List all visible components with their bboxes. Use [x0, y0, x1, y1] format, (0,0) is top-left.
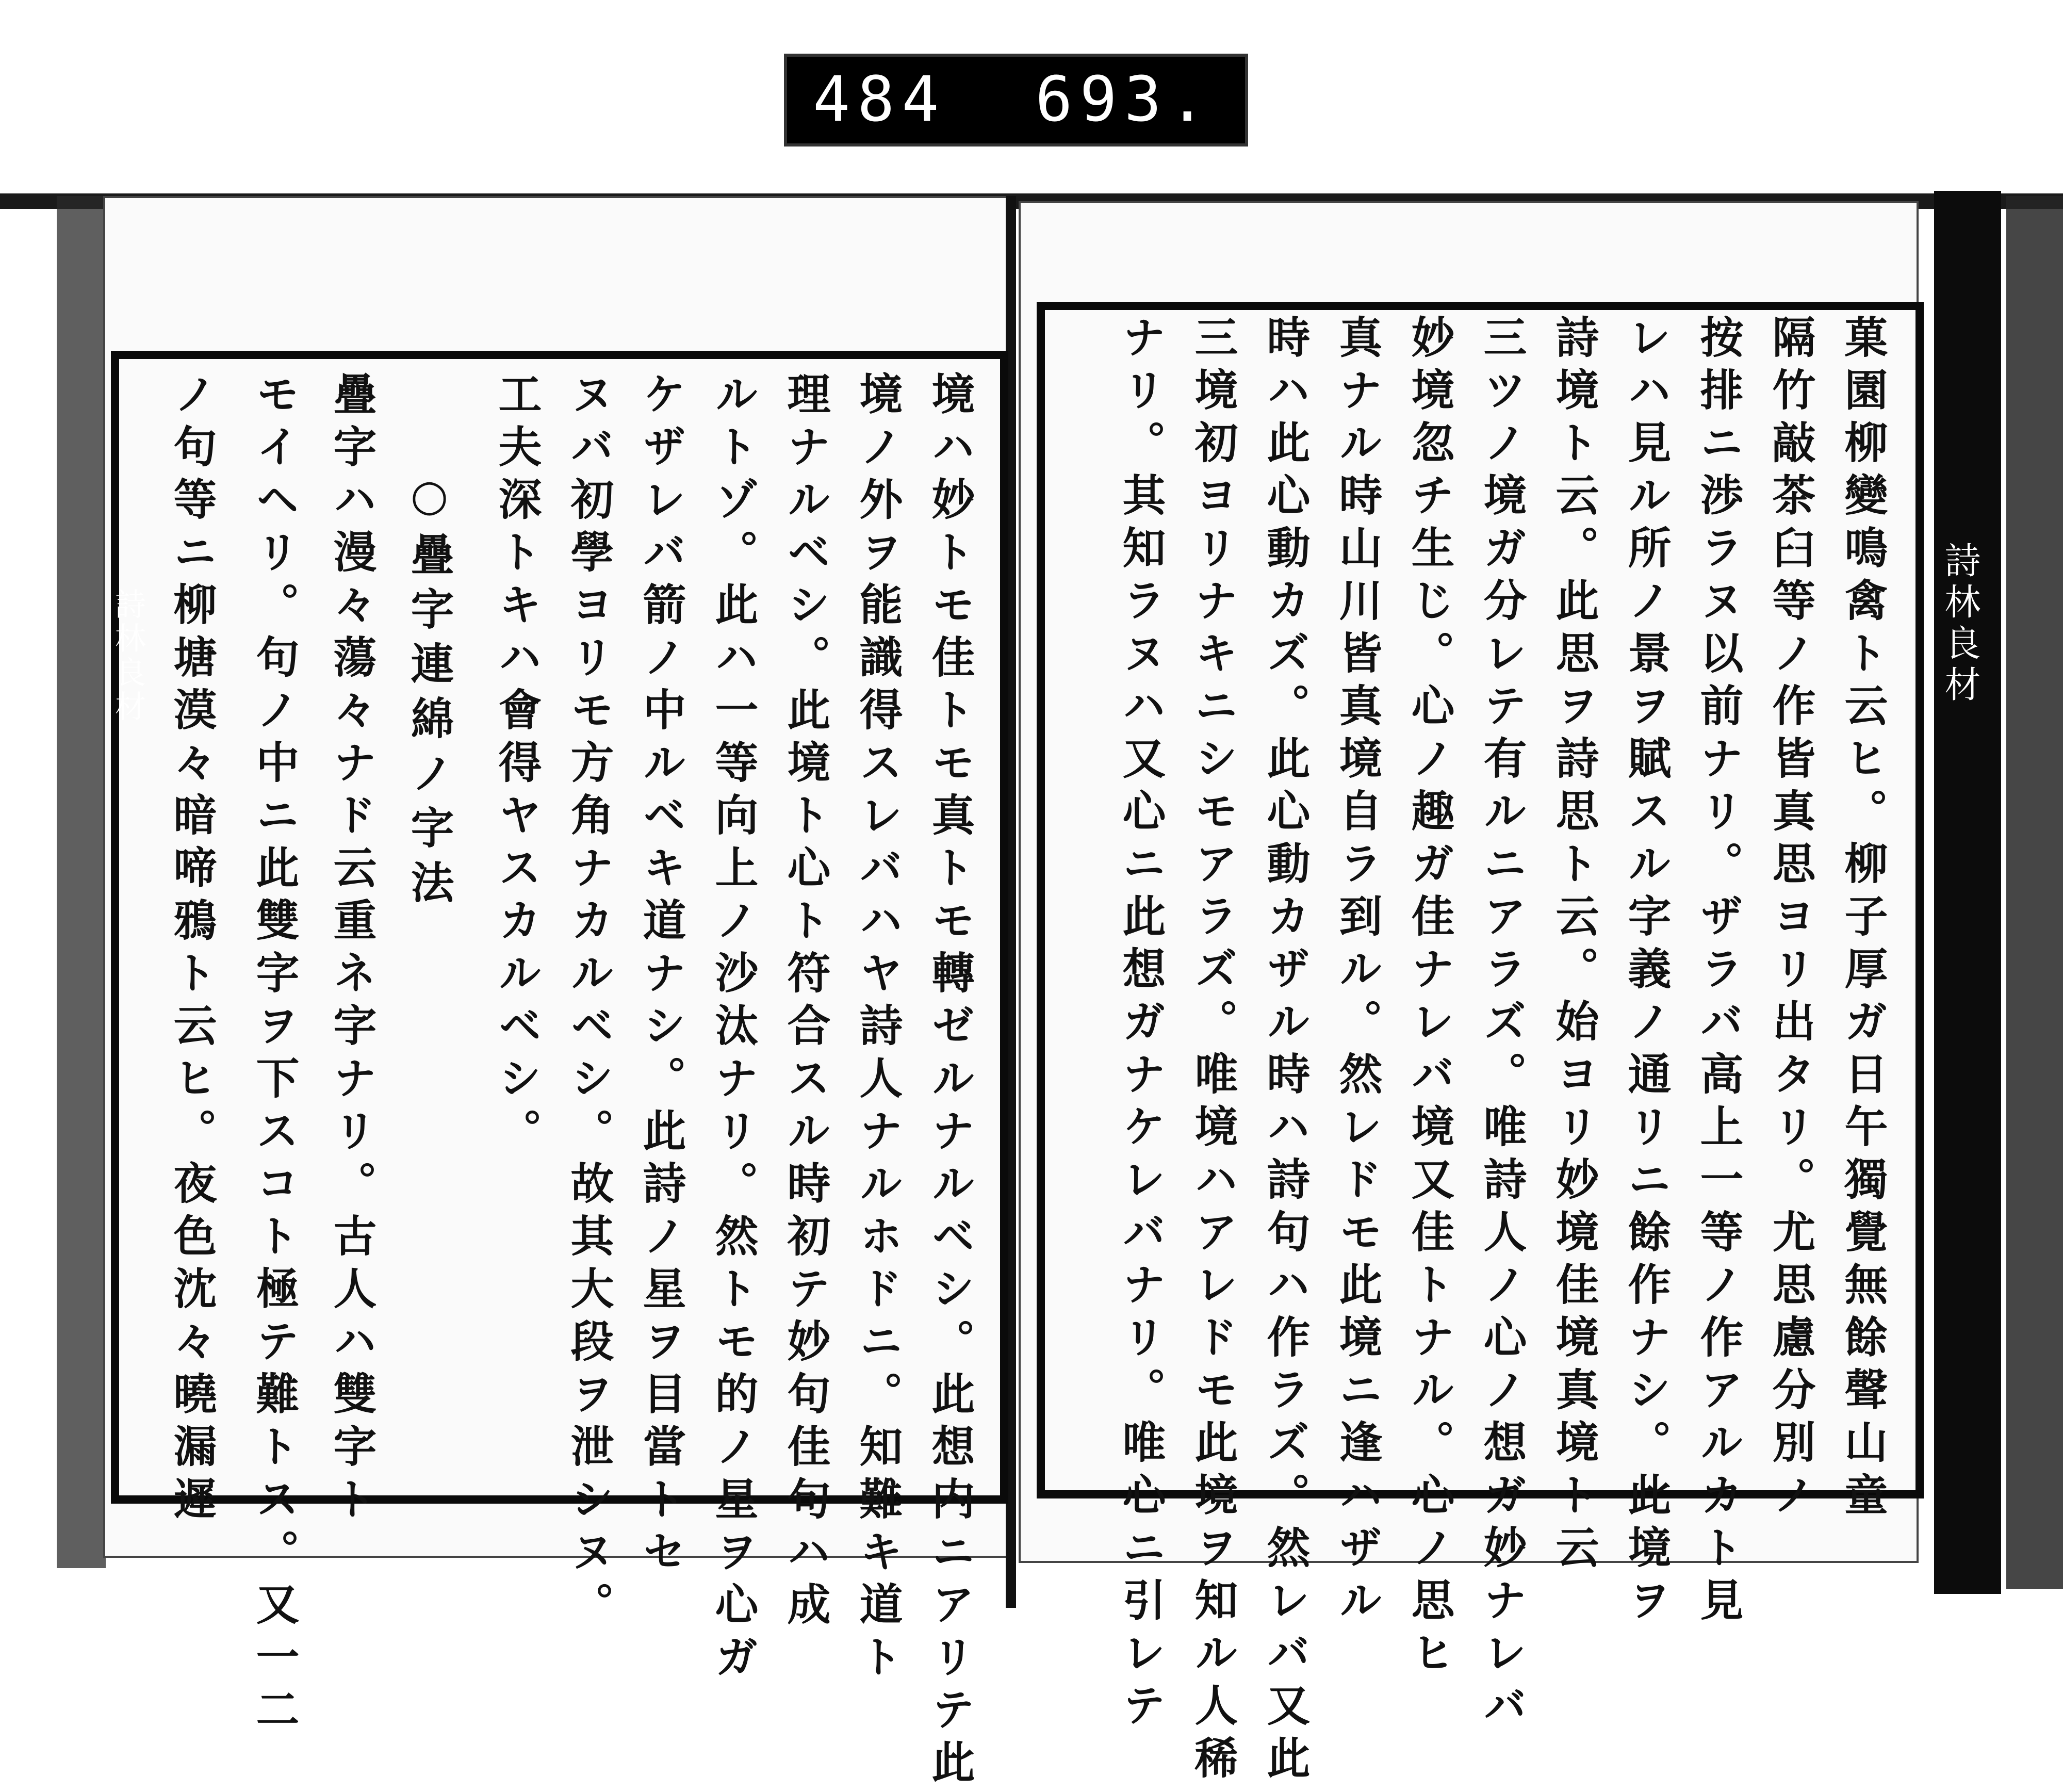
right-col-1: 菓園柳變鳴禽ト云ヒ。柳子厚ガ日午獨覺無餘聲山童: [1838, 315, 1889, 1525]
left-col-3: 理ナルベシ。此境ト心ト符合スル時初テ妙句佳句ハ成: [780, 371, 831, 1634]
left-col-6: ヌバ初學ヨリモ方角ナカルベシ。故其大段ヲ泄シヌ。: [564, 371, 615, 1634]
right-book-edge: [1934, 191, 2001, 1594]
left-col-9: モイヘリ。句ノ中ニ此雙字ヲ下スコト極テ難トス。又一二: [249, 371, 300, 1739]
right-col-9: 時ハ此心動カズ。此心動カザル時ハ詩句ハ作ラズ。然レバ又此: [1260, 315, 1311, 1788]
right-col-5: 詩境ト云。此思ヲ詩思ト云。始ヨリ妙境佳境真境ト云: [1549, 315, 1600, 1577]
margin-title: 詩林良材: [1939, 542, 1981, 707]
left-col-4: ルトゾ。此ハ一等向上ノ沙汰ナリ。然トモ的ノ星ヲ心ガ: [708, 371, 759, 1687]
right-col-8: 真ナル時山川皆真境自ラ到ル。然レドモ此境ニ逢ハザル: [1332, 315, 1383, 1630]
right-margin-shadow: [2006, 196, 2063, 1589]
left-col-8: 疊字ハ漫々蕩々ナド云重ネ字ナリ。古人ハ雙字ト: [326, 371, 378, 1529]
left-folio: 詩林良材: [110, 588, 146, 724]
right-col-4: レハ見ル所ノ景ヲ賦スル字義ノ通リニ餘作ナシ。此境ヲ: [1621, 315, 1672, 1630]
right-col-3: 按排ニ渉ラヌ以前ナリ。ザラバ高上一等ノ作アルカト見: [1693, 315, 1744, 1630]
left-book-edge: [57, 196, 106, 1568]
right-col-2: 隔竹敲茶臼等ノ作皆真思ヨリ出タリ。尤思慮分別ノ: [1765, 315, 1816, 1525]
left-col-2: 境ノ外ヲ能識得スレバハヤ詩人ナルホドニ。知難キ道ト: [853, 371, 904, 1687]
right-col-11: ナリ。其知ラヌハ又心ニ此想ガナケレバナリ。唯心ニ引レテ: [1116, 315, 1167, 1735]
right-col-10: 三境初ヨリナキニシモアラズ。唯境ハアレドモ此境ヲ知ル人稀: [1188, 315, 1239, 1788]
left-col-1: 境ハ妙トモ佳トモ真トモ轉ゼルナルベシ。此想内ニアリテ此: [925, 371, 976, 1792]
section-heading: ○疊字連綿ノ字法: [404, 469, 455, 915]
archive-label: 484 693.: [784, 54, 1248, 146]
left-col-10: ノ句等ニ柳塘漠々暗啼鴉ト云ヒ。夜色沈々曉漏遲: [167, 371, 218, 1529]
left-col-7: 工夫深トキハ會得ヤスカルベシ。: [492, 371, 543, 1161]
right-col-7: 妙境忽チ生じ。心ノ趣ガ佳ナレバ境又佳トナル。心ノ思ヒ: [1404, 315, 1455, 1683]
left-col-5: ケザレバ箭ノ中ルベキ道ナシ。此詩ノ星ヲ目當トセ: [636, 371, 687, 1582]
right-col-6: 三ツノ境ガ分レテ有ルニアラズ。唯詩人ノ心ノ想ガ妙ナレバ: [1477, 315, 1528, 1735]
